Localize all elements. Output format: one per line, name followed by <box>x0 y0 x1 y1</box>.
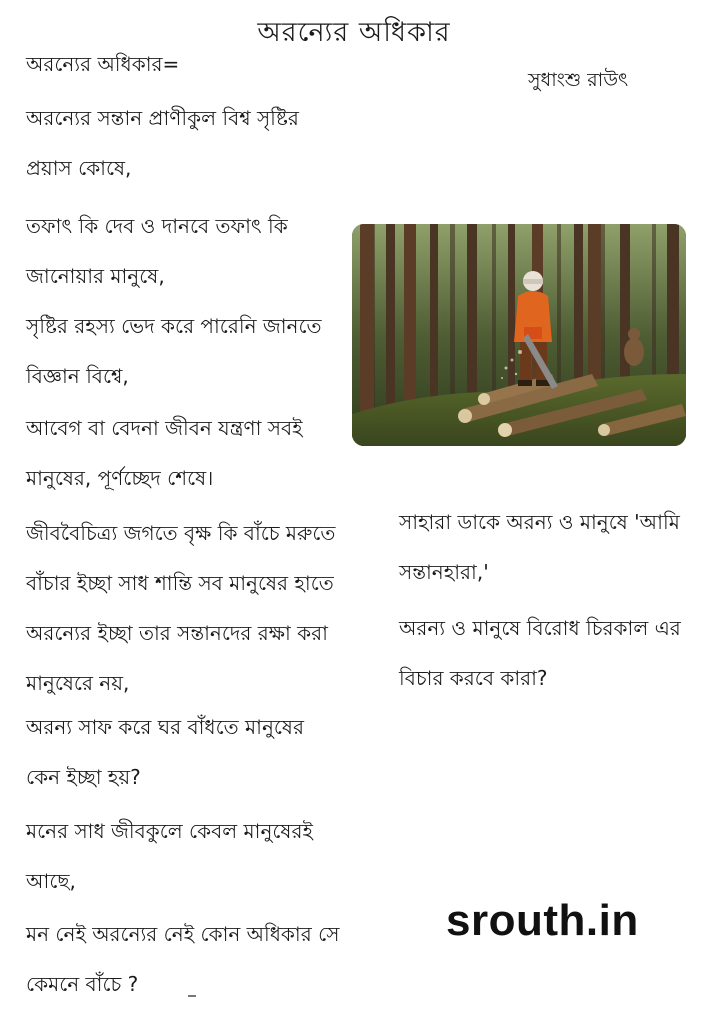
forest-logging-photo <box>352 224 686 446</box>
site-watermark: srouth.in <box>446 896 639 945</box>
poem-line: মন নেই অরন্যের নেই কোন অধিকার সে <box>26 922 340 946</box>
author-name: সুধাংশু রাউৎ <box>528 69 629 91</box>
poem-heading: অরন্যের অধিকার= <box>26 52 180 76</box>
stanza-1 <box>26 93 299 193</box>
stanza-right-2 <box>399 603 681 703</box>
poem-line: অরন্যের সন্তান প্রাণীকুল বিশ্ব সৃষ্টির <box>26 106 299 130</box>
poem-line: বাঁচার ইচ্ছা সাধ শান্তি সব মানুষের হাতে <box>26 571 334 595</box>
poem-line: বিচার করবে কারা? <box>399 666 548 690</box>
stanza-3 <box>26 301 322 401</box>
poem-line: অরন্য সাফ করে ঘর বাঁধতে মানুষের <box>26 715 304 739</box>
poem-line: সন্তানহারা,' <box>399 560 489 584</box>
poem-line: আবেগ বা বেদনা জীবন যন্ত্রণা সবই <box>26 416 303 440</box>
poem-line: মনের সাধ জীবকুলে কেবল মানুষেরই <box>26 819 313 843</box>
stanza-2 <box>26 201 288 301</box>
poem-line: জানোয়ার মানুষে, <box>26 264 165 288</box>
stanza-8 <box>26 909 339 1009</box>
poem-line: কেমনে বাঁচে ? <box>26 972 139 996</box>
page-title: অরন্যের অধিকার <box>257 17 451 48</box>
stanza-7 <box>26 806 313 906</box>
poem-line: আছে, <box>26 869 76 893</box>
stanza-4 <box>26 403 303 503</box>
poem-line: সৃষ্টির রহস্য ভেদ করে পারেনি জানতে <box>26 314 322 338</box>
poem-line: প্রয়াস কোষে, <box>26 156 132 180</box>
stanza-5 <box>26 508 335 708</box>
stanza-6 <box>26 702 304 802</box>
divider-mark <box>188 995 196 997</box>
poem-line: মানুষেরে নয়, <box>26 671 130 695</box>
poem-line: তফাৎ কি দেব ও দানবে তফাৎ কি <box>26 214 288 238</box>
poem-line: জীববৈচিত্র্য জগতে বৃক্ষ কি বাঁচে মরুতে <box>26 521 336 545</box>
poem-line: কেন ইচ্ছা হয়? <box>26 765 141 789</box>
poem-line: অরন্য ও মানুষে বিরোধ চিরকাল এর <box>399 616 681 640</box>
stanza-right-1 <box>399 497 680 597</box>
poem-line: মানুষের, পূর্ণচ্ছেদ শেষে। <box>26 466 214 490</box>
poem-line: সাহারা ডাকে অরন্য ও মানুষে 'আমি <box>399 510 680 534</box>
poem-line: অরন্যের ইচ্ছা তার সন্তানদের রক্ষা করা <box>26 621 328 645</box>
poem-line: বিজ্ঞান বিশ্বে, <box>26 364 129 388</box>
